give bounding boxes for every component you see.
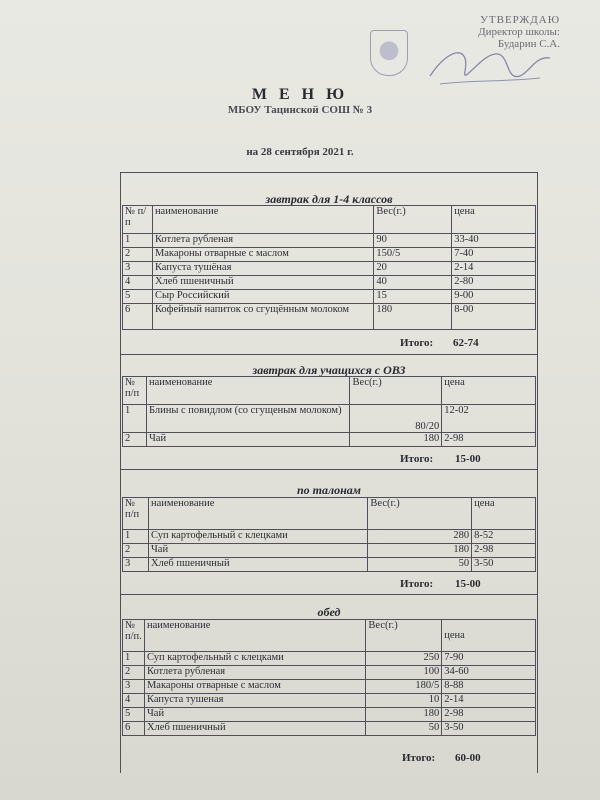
dish-weight: 180: [350, 433, 442, 447]
approval-name: Бударин С.А.: [497, 38, 560, 50]
dish-price: 12-02: [442, 405, 536, 433]
table-row: [123, 248, 536, 262]
dish-weight: 280: [368, 530, 472, 544]
col-header-weight: Вес(г.): [374, 206, 452, 234]
dish-name: Кофейный напиток со сгущённым молоком: [152, 304, 373, 330]
table-row: [123, 722, 536, 736]
row-number: 2: [123, 433, 147, 447]
dish-weight: 180: [374, 304, 452, 330]
dish-name: Суп картофельный с клецками: [148, 530, 367, 544]
total-value: 15-00: [455, 578, 481, 590]
section-title: обед: [317, 605, 341, 619]
row-number: 3: [123, 680, 145, 694]
dish-price: 9-00: [452, 290, 536, 304]
total-value: 15-00: [455, 453, 481, 465]
dish-weight: 90: [374, 234, 452, 248]
row-number: 2: [123, 248, 153, 262]
dish-price: 8-52: [472, 530, 536, 544]
row-number: 5: [123, 708, 145, 722]
section-table: [122, 497, 536, 572]
dish-price: 3-50: [472, 558, 536, 572]
dish-price: 2-14: [452, 262, 536, 276]
dish-weight: 10: [366, 694, 442, 708]
row-number: 3: [123, 558, 149, 572]
row-number: 6: [123, 304, 153, 330]
total-label: Итого:: [400, 453, 434, 465]
total-value: 60-00: [455, 752, 481, 764]
dish-price: 2-80: [452, 276, 536, 290]
section-divider: [120, 354, 538, 355]
col-header-number: № п/п.: [123, 620, 145, 652]
table-row: [123, 276, 536, 290]
table-row: [123, 544, 536, 558]
table-row: [123, 652, 536, 666]
table-row: [123, 708, 536, 722]
col-header-name: наименование: [144, 620, 365, 652]
dish-weight: 80/20: [350, 405, 442, 433]
dish-price: 8-00: [452, 304, 536, 330]
table-row: [123, 262, 536, 276]
dish-weight: 180: [368, 544, 472, 558]
table-row: [123, 530, 536, 544]
table-row: [123, 680, 536, 694]
approval-title: УТВЕРЖДАЮ: [480, 14, 560, 26]
table-row: [123, 290, 536, 304]
total-label: Итого:: [402, 752, 436, 764]
row-number: 2: [123, 666, 145, 680]
col-header-weight: Вес(г.): [350, 377, 442, 405]
dish-weight: 50: [366, 722, 442, 736]
menu-date: на 28 сентября 2021 г.: [246, 146, 354, 158]
dish-price: 34-60: [442, 666, 536, 680]
dish-name: Котлета рубленая: [152, 234, 373, 248]
row-number: 6: [123, 722, 145, 736]
page-title: М Е Н Ю: [251, 86, 349, 103]
dish-name: Макароны отварные с маслом: [144, 680, 365, 694]
dish-price: 7-90: [442, 652, 536, 666]
table-header: [123, 620, 536, 652]
row-number: 1: [123, 530, 149, 544]
col-header-price: цена: [442, 620, 536, 652]
dish-weight: 50: [368, 558, 472, 572]
row-number: 4: [123, 276, 153, 290]
dish-name: Хлеб пшеничный: [152, 276, 373, 290]
table-header: [123, 206, 536, 234]
col-header-price: цена: [472, 498, 536, 530]
table-row: [123, 405, 536, 433]
dish-name: Капуста тушеная: [144, 694, 365, 708]
section-table: [122, 619, 536, 736]
col-header-number: № п/п: [123, 498, 149, 530]
dish-name: Чай: [148, 544, 367, 558]
col-header-number: № п/п: [123, 206, 153, 234]
dish-price: 2-14: [442, 694, 536, 708]
total-label: Итого:: [400, 578, 434, 590]
table-row: [123, 304, 536, 330]
row-number: 2: [123, 544, 149, 558]
school-name: МБОУ Тацинской СОШ № 3: [227, 104, 373, 116]
col-header-name: наименование: [152, 206, 373, 234]
row-number: 4: [123, 694, 145, 708]
dish-name: Чай: [146, 433, 349, 447]
dish-weight: 250: [366, 652, 442, 666]
row-number: 1: [123, 652, 145, 666]
dish-name: Блины с повидлом (со сгущеным молоком): [146, 405, 349, 433]
section-divider: [120, 469, 538, 470]
row-number: 1: [123, 405, 147, 433]
col-header-weight: Вес(г.): [368, 498, 472, 530]
dish-weight: 40: [374, 276, 452, 290]
dish-weight: 100: [366, 666, 442, 680]
table-row: [123, 234, 536, 248]
dish-name: Суп картофельный с клецками: [144, 652, 365, 666]
total-label: Итого:: [400, 337, 434, 349]
dish-name: Хлеб пшеничный: [148, 558, 367, 572]
section-title: завтрак для учащихся с ОВЗ: [252, 363, 406, 377]
dish-name: Чай: [144, 708, 365, 722]
dish-name: Сыр Российский: [152, 290, 373, 304]
dish-price: 8-88: [442, 680, 536, 694]
row-number: 5: [123, 290, 153, 304]
col-header-price: цена: [442, 377, 536, 405]
dish-price: 2-98: [442, 433, 536, 447]
table-header: [123, 498, 536, 530]
dish-name: Капуста тушёная: [152, 262, 373, 276]
dish-price: 2-98: [472, 544, 536, 558]
dish-price: 33-40: [452, 234, 536, 248]
col-header-name: наименование: [146, 377, 349, 405]
school-seal-icon: [370, 30, 408, 76]
total-value: 62-74: [453, 337, 479, 349]
dish-price: 3-50: [442, 722, 536, 736]
row-number: 3: [123, 262, 153, 276]
section-divider: [120, 594, 538, 595]
dish-name: Котлета рубленая: [144, 666, 365, 680]
row-number: 1: [123, 234, 153, 248]
table-row: [123, 694, 536, 708]
section-table: [122, 376, 536, 447]
col-header-weight: Вес(г.): [366, 620, 442, 652]
dish-weight: 150/5: [374, 248, 452, 262]
table-row: [123, 666, 536, 680]
approval-position: Директор школы:: [478, 26, 560, 38]
dish-weight: 180/5: [366, 680, 442, 694]
dish-price: 7-40: [452, 248, 536, 262]
section-title: завтрак для 1-4 классов: [265, 192, 393, 206]
dish-weight: 180: [366, 708, 442, 722]
dish-weight: 20: [374, 262, 452, 276]
col-header-number: № п/п: [123, 377, 147, 405]
dish-name: Хлеб пшеничный: [144, 722, 365, 736]
dish-name: Макароны отварные с маслом: [152, 248, 373, 262]
col-header-name: наименование: [148, 498, 367, 530]
table-header: [123, 377, 536, 405]
section-table: [122, 205, 536, 330]
table-row: [123, 558, 536, 572]
dish-weight: 15: [374, 290, 452, 304]
col-header-price: цена: [452, 206, 536, 234]
dish-price: 2-98: [442, 708, 536, 722]
section-title: по талонам: [296, 483, 362, 497]
table-row: [123, 433, 536, 447]
